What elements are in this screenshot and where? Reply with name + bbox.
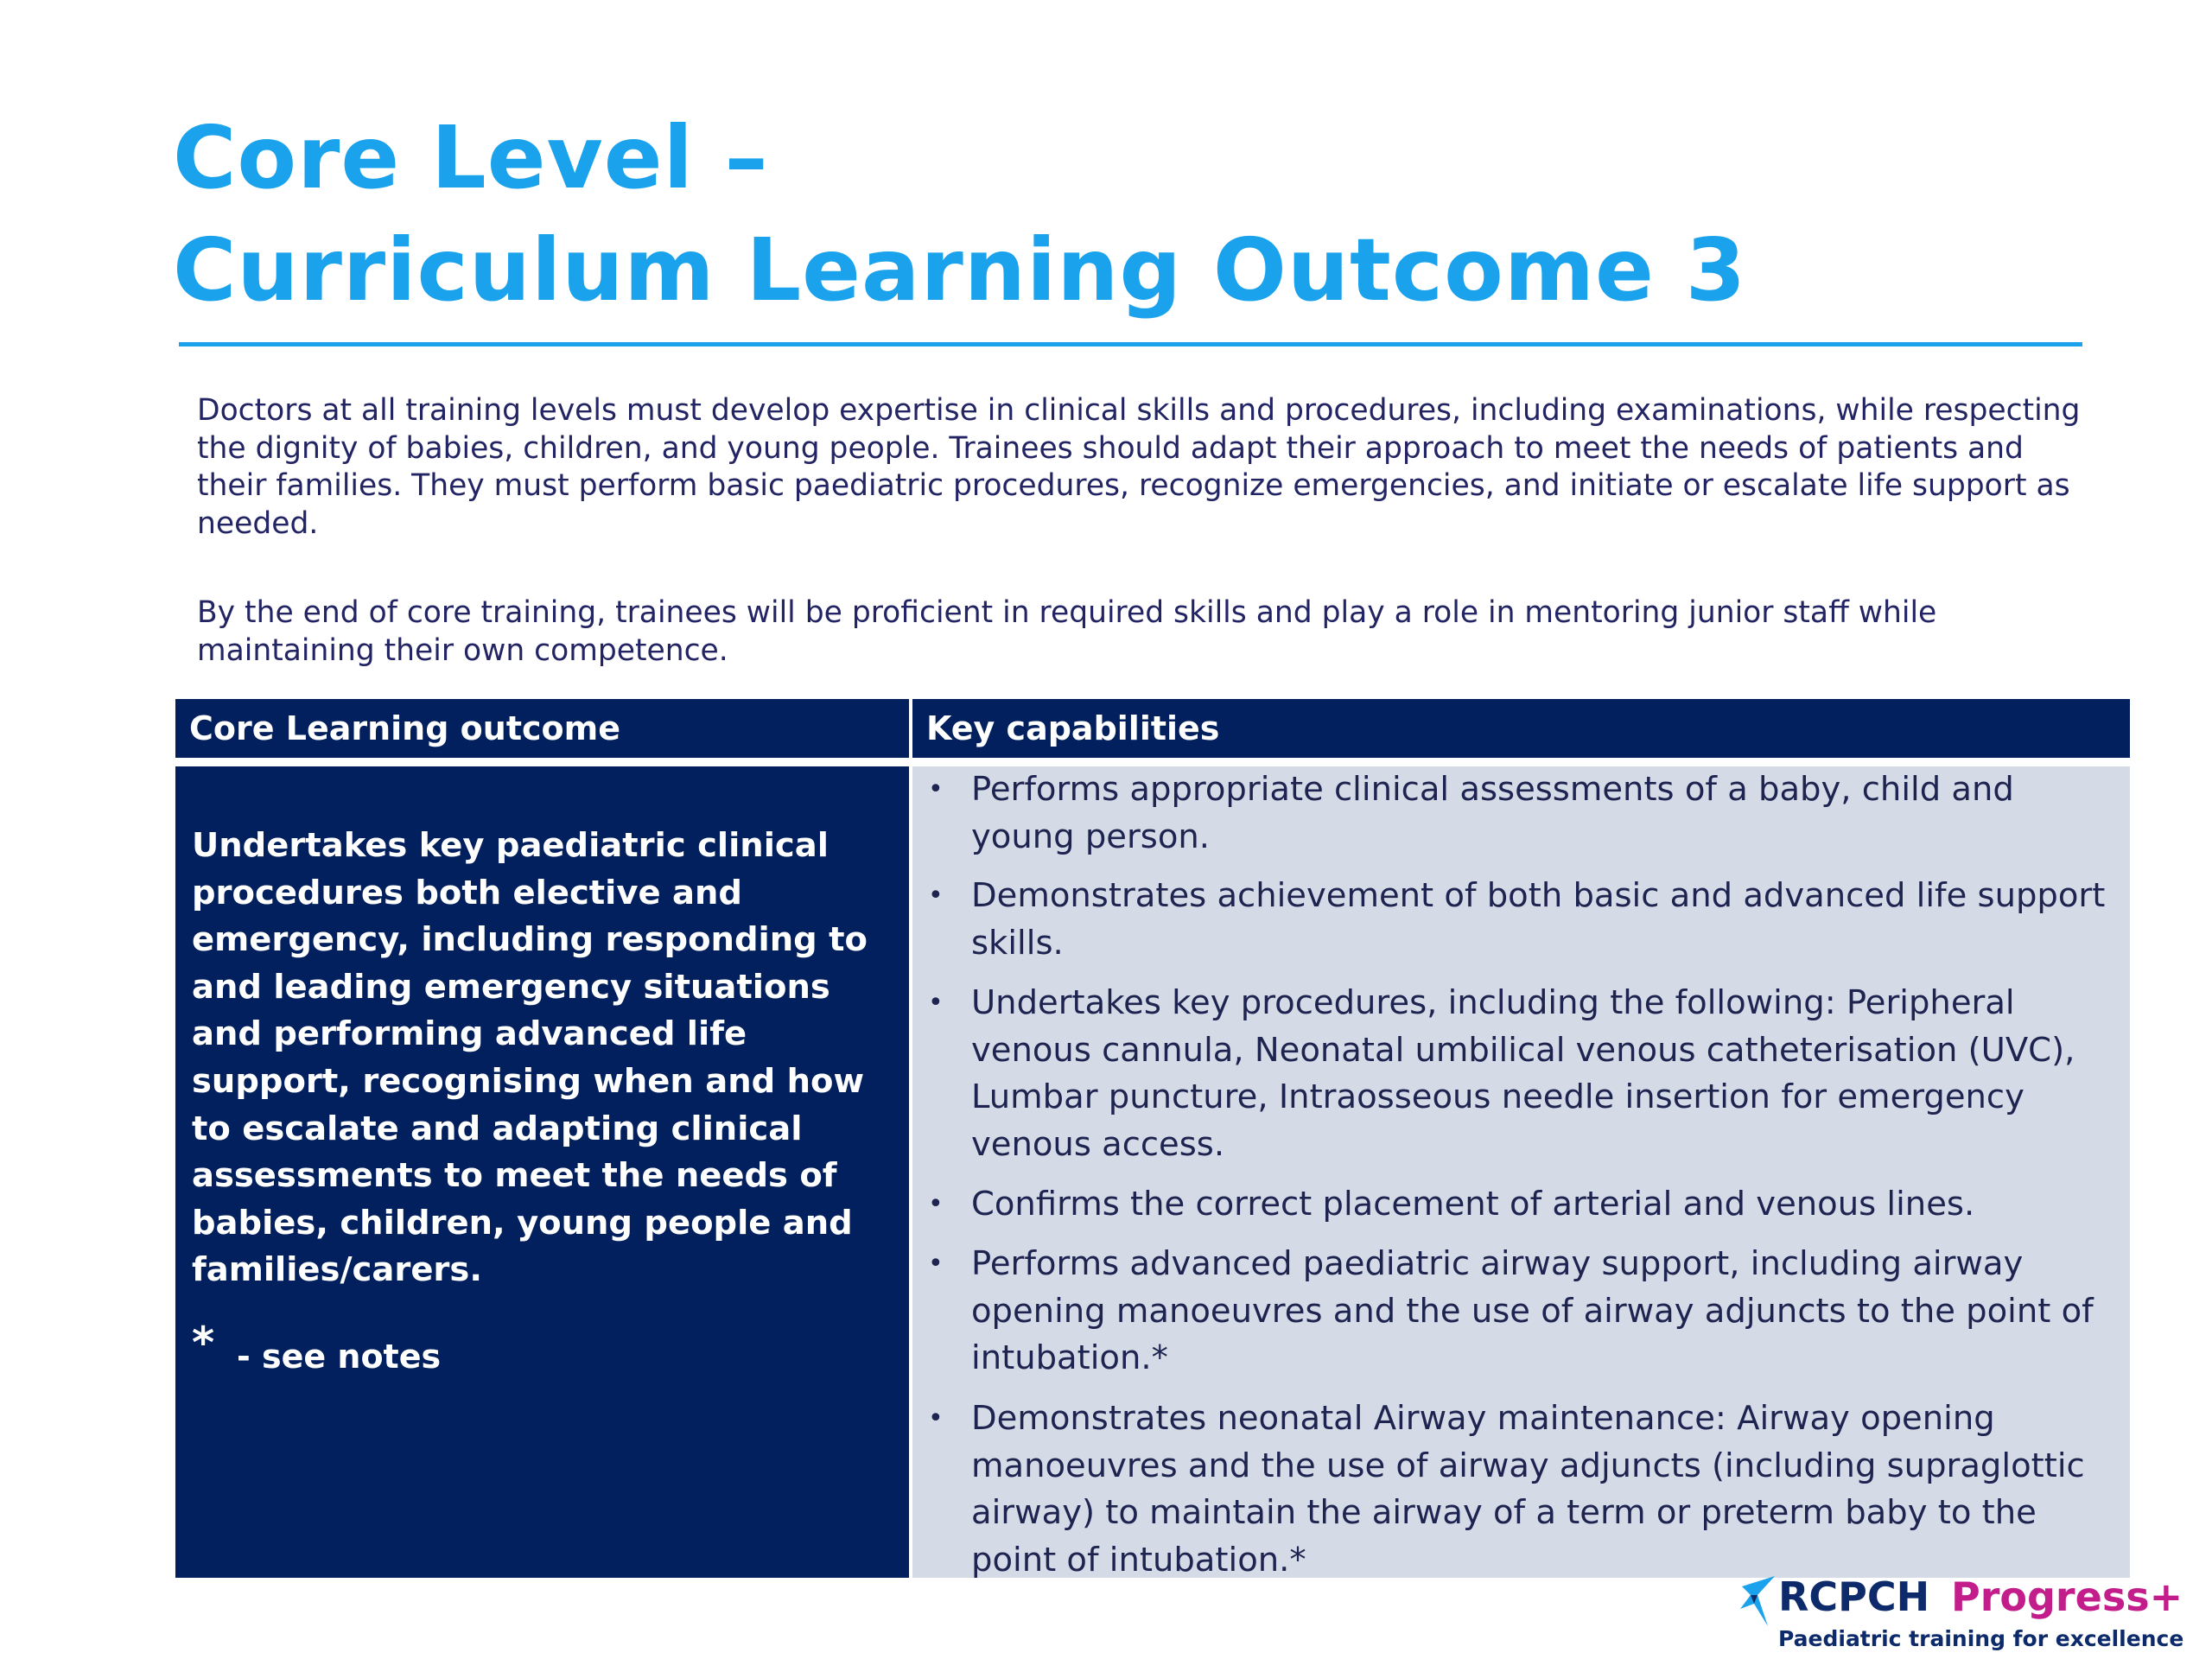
bullet-icon: • xyxy=(928,988,944,1018)
capability-text: Confirms the correct placement of arterial and venous lines. xyxy=(971,1185,1975,1224)
page-title-line-1: Core Level – xyxy=(173,107,769,208)
key-capabilities-cell xyxy=(912,766,2130,1578)
table-header-core-learning-outcome: Core Learning outcome xyxy=(175,699,909,758)
asterisk-icon: * xyxy=(192,1318,215,1368)
capability-text: Demonstrates achievement of both basic and advanced life support skills. xyxy=(971,876,2106,963)
capability-text: Demonstrates neonatal Airway maintenance: Airway opening manoeuvres and the use of airway adjuncts (including supraglottic airway) to maintain the airway of a term or preterm baby to the point of intubation.* xyxy=(971,1399,2085,1580)
logo-product: Progress+ xyxy=(1951,1573,2183,1620)
page-title-line-2: Curriculum Learning Outcome 3 xyxy=(173,219,1747,321)
intro-paragraph-1: Doctors at all training levels must develop expertise in clinical skills and procedures, including examinations, while respecting the dignity of babies, children, and young people. Trainees should adapt their approach to meet the needs of patients and their families. They must perform basic paediatric procedures, recognize emergencies, and initiate or escalate life support as needed. xyxy=(197,393,2081,541)
bullet-icon: • xyxy=(928,1249,944,1279)
core-learning-outcome-cell xyxy=(175,766,909,1578)
bullet-icon: • xyxy=(928,880,944,911)
capability-text: Undertakes key procedures, including the following: Peripheral venous cannula, Neonatal umbilical venous catheterisation (UVC), Lumbar puncture, Intraosseous needle insertion for emergency venous access. xyxy=(971,983,2075,1164)
capability-text: Performs advanced paediatric airway support, including airway opening manoeuvres and the use of airway adjuncts to the point of intubation.* xyxy=(971,1244,2094,1378)
page-title xyxy=(173,102,1746,327)
see-notes-label: - see notes xyxy=(237,1338,442,1376)
logo-tagline: Paediatric training for excellence xyxy=(1778,1626,2184,1651)
table-header-key-capabilities: Key capabilities xyxy=(912,699,2130,758)
intro-paragraph-2: By the end of core training, trainees will be proficient in required skills and play a role in mentoring junior staff while maintaining their own competence. xyxy=(197,595,1937,668)
rcpch-star-icon xyxy=(1738,1574,1778,1628)
bullet-icon: • xyxy=(928,774,944,804)
core-learning-outcome-text: Undertakes key paediatric clinical procedures both elective and emergency, including responding to and leading emergency situations and performing advanced life support, recognising when and how to escalate and adapting clinical assessments to meet the needs of babies, children, young people and families/carers. xyxy=(192,826,868,1290)
capability-text: Performs appropriate clinical assessments of a baby, child and young person. xyxy=(971,770,2014,856)
logo-brand: RCPCH xyxy=(1778,1573,1930,1620)
bullet-icon: • xyxy=(928,1189,944,1219)
rcpch-progress-logo xyxy=(1737,1571,2184,1657)
title-divider xyxy=(179,342,2082,346)
bullet-icon: • xyxy=(928,1403,944,1433)
